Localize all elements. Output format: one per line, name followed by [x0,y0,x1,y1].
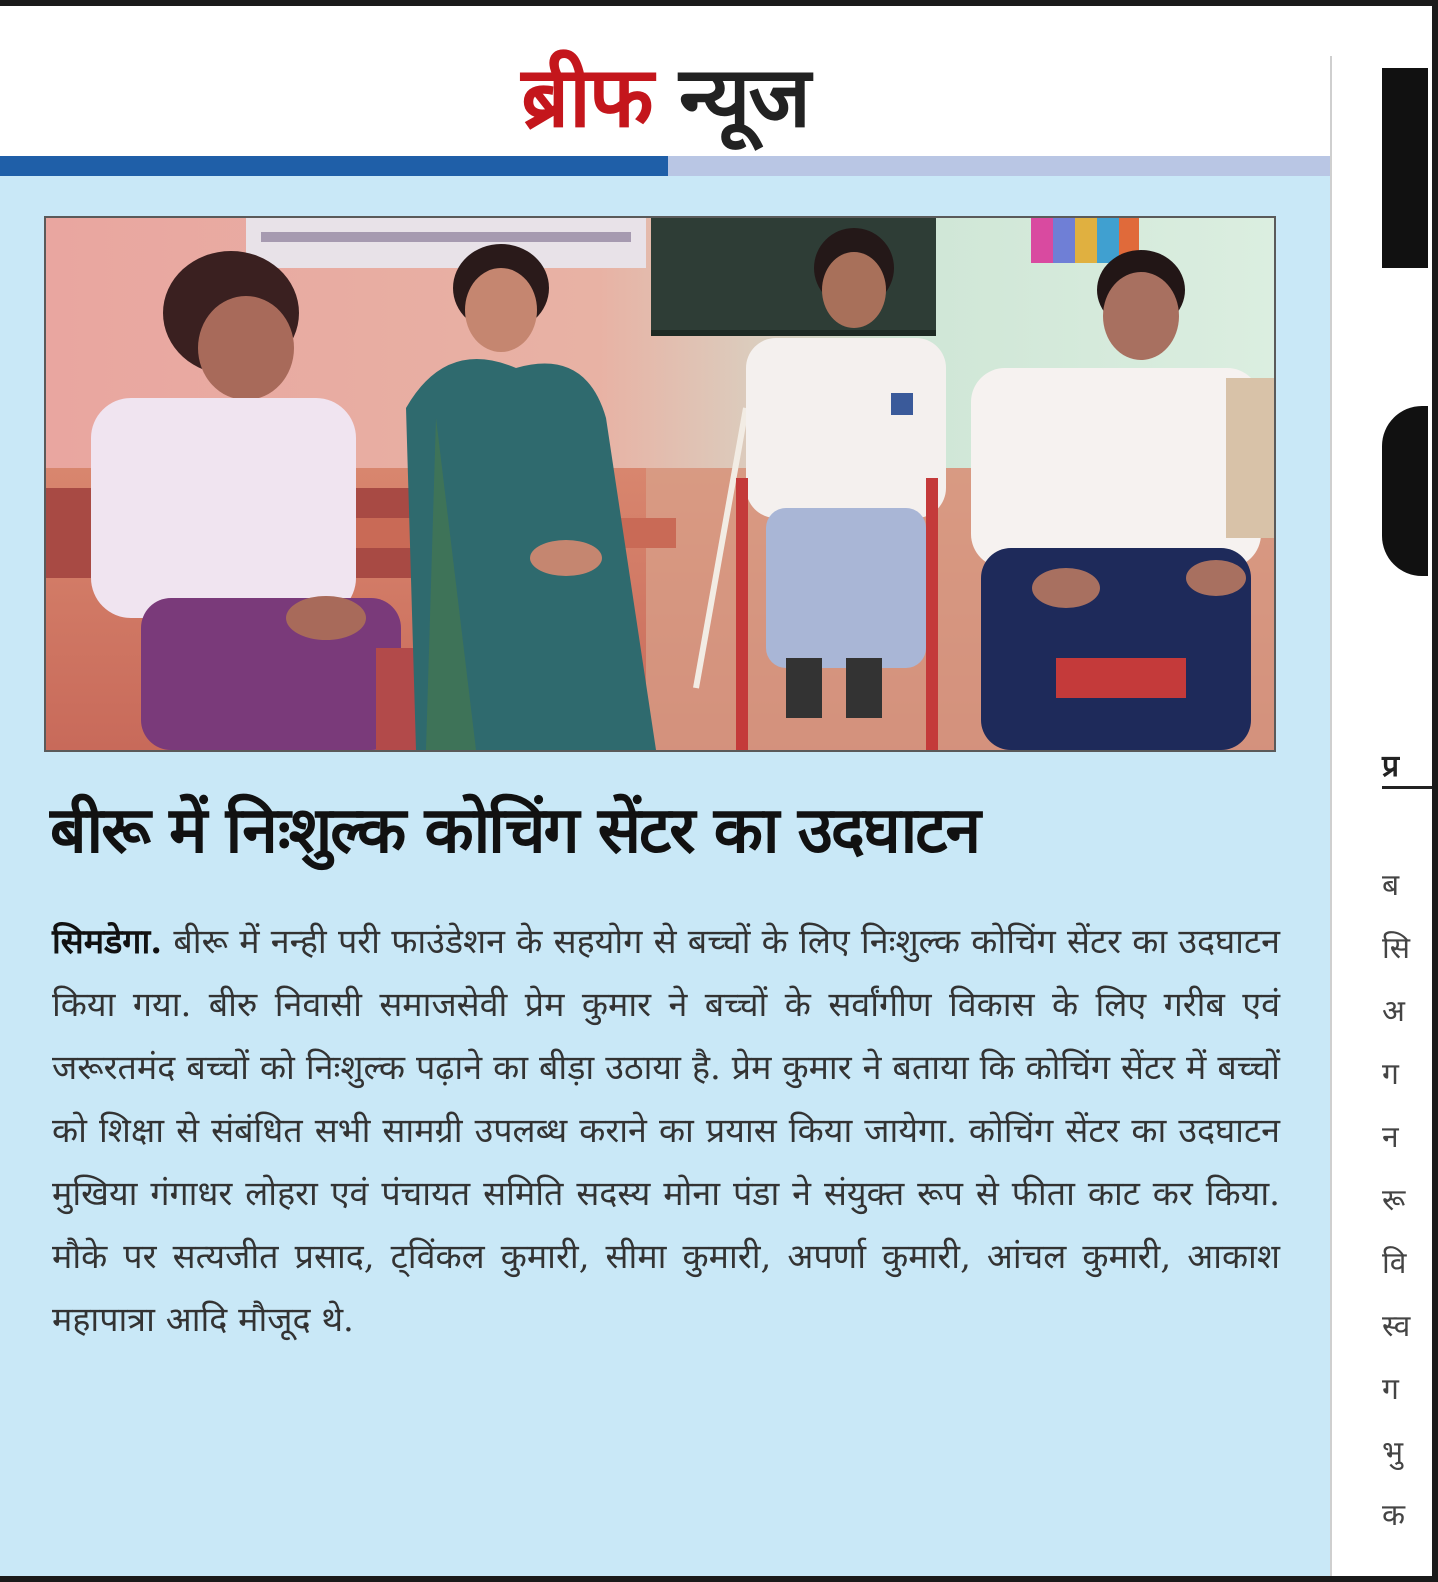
article-body [52,911,1280,1352]
section-title-red: ब्रीफ [521,48,652,146]
news-article [0,176,1330,1576]
adjacent-text-line: ग [1382,1372,1399,1407]
adjacent-text-line: वि [1382,1246,1407,1281]
section-rule-dark [0,156,668,176]
adjacent-headline-glyph [1382,68,1428,268]
adjacent-text-line: रू [1382,1183,1406,1218]
section-title [0,36,1330,151]
article-dateline: सिमडेगा. [52,922,163,962]
adjacent-text-line: न [1382,1120,1399,1155]
adjacent-text-line: क [1382,1498,1406,1533]
adjacent-text-lines [1382,854,1432,1547]
article-photo [44,216,1276,752]
adjacent-text-line: अ [1382,994,1405,1029]
article-body-text: बीरू में नन्ही परी फाउंडेशन के सहयोग से बच्चों के लिए निःशुल्क कोचिंग सेंटर का उदघाटन किया गया. बीरु निवासी समाजसेवी प्रेम कुमार ने बच्चों के सर्वांगीण विकास के लिए गरीब एवं जरूरतमंद बच्चों को निःशुल्क पढ़ाने का बीड़ा उठाया है. प्रेम कुमार ने बताया कि कोचिंग सेंटर में बच्चों को शिक्षा से संबंधित सभी सामग्री उपलब्ध कराने का प्रयास किया जायेगा. कोचिंग सेंटर का उदघाटन मुखिया गंगाधर लोहरा एवं पंचायत समिति सदस्य मोना पंडा ने संयुक्त रूप से फीता काट कर किया. मौके पर सत्यजीत प्रसाद, ट्विंकल कुमारी, सीमा कुमारी, अपर्णा कुमारी, आंचल कुमारी, आकाश महापात्रा आदि मौजूद थे. [52,922,1280,1340]
adjacent-label: प्र [1382,749,1400,784]
adjacent-text-line: सि [1382,931,1411,966]
section-masthead [0,6,1330,156]
section-title-dark: न्यूज [678,48,809,146]
adjacent-text-line: भु [1382,1435,1404,1470]
article-headline: बीरू में निःशुल्क कोचिंग सेंटर का उदघाटन [50,794,979,868]
section-rule-light [668,156,1330,176]
column-divider [1330,56,1332,1576]
adjacent-text-line: ग [1382,1057,1399,1092]
adjacent-column-partial [1336,6,1432,1576]
adjacent-text-line: ब [1382,868,1400,903]
adjacent-text-line: स्व [1382,1309,1411,1344]
newspaper-page [0,6,1432,1576]
adjacent-rule [1382,786,1432,789]
adjacent-headline-glyph [1382,406,1428,576]
